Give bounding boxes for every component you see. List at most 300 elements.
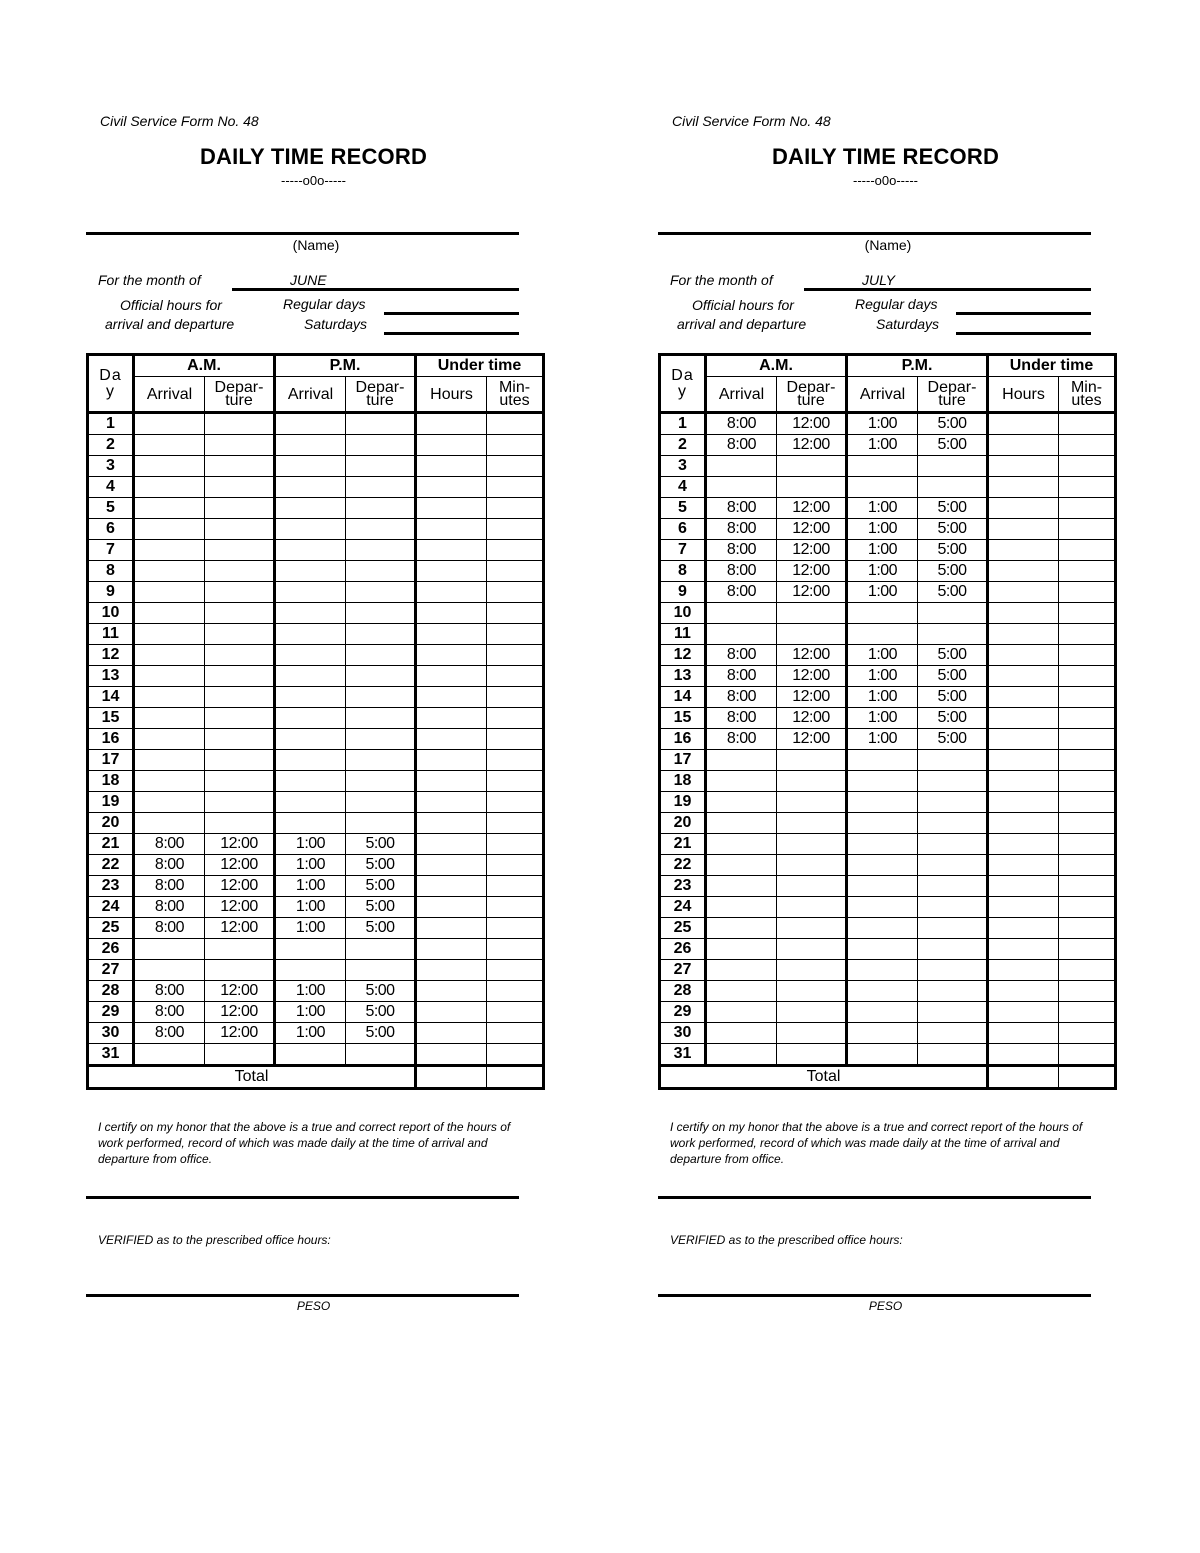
pm-departure-cell[interactable] xyxy=(346,939,416,960)
undertime-minutes-cell[interactable] xyxy=(487,708,544,729)
undertime-hours-cell[interactable] xyxy=(988,1044,1059,1066)
undertime-minutes-cell[interactable] xyxy=(487,813,544,834)
am-arrival-cell[interactable]: 8:00 xyxy=(706,519,777,540)
pm-departure-cell[interactable] xyxy=(346,519,416,540)
regular-days-field[interactable] xyxy=(956,312,1091,315)
pm-arrival-cell[interactable] xyxy=(275,813,346,834)
undertime-hours-cell[interactable] xyxy=(416,645,487,666)
undertime-hours-cell[interactable] xyxy=(988,750,1059,771)
pm-departure-cell[interactable] xyxy=(346,729,416,750)
pm-departure-cell[interactable] xyxy=(918,813,988,834)
undertime-hours-cell[interactable] xyxy=(988,939,1059,960)
pm-departure-cell[interactable]: 5:00 xyxy=(918,435,988,456)
pm-departure-cell[interactable] xyxy=(918,1002,988,1023)
pm-arrival-cell[interactable]: 1:00 xyxy=(847,645,918,666)
pm-departure-cell[interactable]: 5:00 xyxy=(918,645,988,666)
pm-arrival-cell[interactable]: 1:00 xyxy=(847,413,918,435)
undertime-hours-cell[interactable] xyxy=(416,876,487,897)
pm-arrival-cell[interactable] xyxy=(275,750,346,771)
am-arrival-cell[interactable] xyxy=(134,519,205,540)
pm-arrival-cell[interactable] xyxy=(275,771,346,792)
total-hours-cell[interactable] xyxy=(988,1066,1059,1089)
pm-departure-cell[interactable] xyxy=(918,456,988,477)
am-arrival-cell[interactable] xyxy=(706,981,777,1002)
pm-departure-cell[interactable] xyxy=(346,413,416,435)
undertime-minutes-cell[interactable] xyxy=(1059,1044,1116,1066)
am-arrival-cell[interactable] xyxy=(706,834,777,855)
undertime-minutes-cell[interactable] xyxy=(1059,456,1116,477)
pm-arrival-cell[interactable] xyxy=(275,435,346,456)
am-arrival-cell[interactable] xyxy=(134,603,205,624)
pm-arrival-cell[interactable] xyxy=(847,477,918,498)
pm-arrival-cell[interactable] xyxy=(275,687,346,708)
undertime-minutes-cell[interactable] xyxy=(487,687,544,708)
am-arrival-cell[interactable] xyxy=(706,456,777,477)
undertime-minutes-cell[interactable] xyxy=(1059,435,1116,456)
pm-arrival-cell[interactable] xyxy=(847,792,918,813)
undertime-hours-cell[interactable] xyxy=(416,477,487,498)
am-departure-cell[interactable] xyxy=(205,750,275,771)
am-arrival-cell[interactable]: 8:00 xyxy=(134,1023,205,1044)
undertime-minutes-cell[interactable] xyxy=(1059,729,1116,750)
total-hours-cell[interactable] xyxy=(416,1066,487,1089)
am-departure-cell[interactable] xyxy=(777,918,847,939)
am-arrival-cell[interactable] xyxy=(134,561,205,582)
undertime-minutes-cell[interactable] xyxy=(487,750,544,771)
saturdays-field[interactable] xyxy=(956,332,1091,335)
undertime-minutes-cell[interactable] xyxy=(487,456,544,477)
am-departure-cell[interactable] xyxy=(205,939,275,960)
am-departure-cell[interactable] xyxy=(205,477,275,498)
am-departure-cell[interactable]: 12:00 xyxy=(777,561,847,582)
pm-departure-cell[interactable] xyxy=(346,687,416,708)
total-minutes-cell[interactable] xyxy=(487,1066,544,1089)
pm-departure-cell[interactable] xyxy=(346,1044,416,1066)
am-arrival-cell[interactable] xyxy=(706,855,777,876)
undertime-minutes-cell[interactable] xyxy=(1059,540,1116,561)
pm-arrival-cell[interactable]: 1:00 xyxy=(847,435,918,456)
undertime-hours-cell[interactable] xyxy=(416,687,487,708)
undertime-hours-cell[interactable] xyxy=(416,519,487,540)
undertime-hours-cell[interactable] xyxy=(988,519,1059,540)
pm-departure-cell[interactable]: 5:00 xyxy=(918,687,988,708)
am-departure-cell[interactable] xyxy=(777,897,847,918)
am-arrival-cell[interactable] xyxy=(706,918,777,939)
am-departure-cell[interactable] xyxy=(205,771,275,792)
pm-arrival-cell[interactable] xyxy=(275,456,346,477)
pm-arrival-cell[interactable]: 1:00 xyxy=(847,498,918,519)
pm-arrival-cell[interactable]: 1:00 xyxy=(275,834,346,855)
employee-signature-line[interactable] xyxy=(658,1196,1091,1199)
pm-departure-cell[interactable] xyxy=(346,435,416,456)
am-arrival-cell[interactable] xyxy=(134,498,205,519)
undertime-hours-cell[interactable] xyxy=(988,771,1059,792)
pm-departure-cell[interactable] xyxy=(346,708,416,729)
am-arrival-cell[interactable] xyxy=(706,897,777,918)
pm-departure-cell[interactable]: 5:00 xyxy=(918,413,988,435)
pm-departure-cell[interactable] xyxy=(346,582,416,603)
undertime-minutes-cell[interactable] xyxy=(1059,855,1116,876)
pm-arrival-cell[interactable] xyxy=(847,603,918,624)
supervisor-signature-line[interactable] xyxy=(658,1294,1091,1297)
undertime-hours-cell[interactable] xyxy=(988,813,1059,834)
undertime-minutes-cell[interactable] xyxy=(487,834,544,855)
undertime-minutes-cell[interactable] xyxy=(487,561,544,582)
undertime-minutes-cell[interactable] xyxy=(487,582,544,603)
undertime-hours-cell[interactable] xyxy=(988,435,1059,456)
pm-departure-cell[interactable]: 5:00 xyxy=(346,981,416,1002)
undertime-minutes-cell[interactable] xyxy=(1059,750,1116,771)
am-departure-cell[interactable]: 12:00 xyxy=(777,435,847,456)
am-departure-cell[interactable] xyxy=(205,1044,275,1066)
pm-arrival-cell[interactable]: 1:00 xyxy=(847,708,918,729)
undertime-hours-cell[interactable] xyxy=(988,876,1059,897)
am-arrival-cell[interactable] xyxy=(706,1002,777,1023)
am-arrival-cell[interactable] xyxy=(134,582,205,603)
pm-arrival-cell[interactable]: 1:00 xyxy=(847,519,918,540)
pm-arrival-cell[interactable] xyxy=(275,519,346,540)
undertime-hours-cell[interactable] xyxy=(416,897,487,918)
pm-arrival-cell[interactable] xyxy=(847,855,918,876)
am-departure-cell[interactable] xyxy=(205,645,275,666)
undertime-hours-cell[interactable] xyxy=(416,813,487,834)
am-arrival-cell[interactable] xyxy=(134,687,205,708)
am-arrival-cell[interactable]: 8:00 xyxy=(134,834,205,855)
am-departure-cell[interactable]: 12:00 xyxy=(205,855,275,876)
undertime-hours-cell[interactable] xyxy=(988,582,1059,603)
undertime-hours-cell[interactable] xyxy=(416,1023,487,1044)
undertime-hours-cell[interactable] xyxy=(988,624,1059,645)
pm-departure-cell[interactable]: 5:00 xyxy=(346,834,416,855)
pm-arrival-cell[interactable] xyxy=(847,1044,918,1066)
undertime-minutes-cell[interactable] xyxy=(1059,1023,1116,1044)
am-departure-cell[interactable] xyxy=(205,582,275,603)
am-departure-cell[interactable] xyxy=(777,771,847,792)
am-departure-cell[interactable] xyxy=(205,960,275,981)
undertime-hours-cell[interactable] xyxy=(416,918,487,939)
undertime-minutes-cell[interactable] xyxy=(487,540,544,561)
am-arrival-cell[interactable] xyxy=(706,1023,777,1044)
am-departure-cell[interactable] xyxy=(205,435,275,456)
am-arrival-cell[interactable] xyxy=(134,792,205,813)
am-departure-cell[interactable] xyxy=(777,834,847,855)
pm-arrival-cell[interactable] xyxy=(275,729,346,750)
pm-arrival-cell[interactable] xyxy=(847,456,918,477)
am-arrival-cell[interactable]: 8:00 xyxy=(706,582,777,603)
undertime-hours-cell[interactable] xyxy=(988,456,1059,477)
pm-arrival-cell[interactable] xyxy=(847,897,918,918)
name-signature-line[interactable] xyxy=(658,232,1091,235)
undertime-minutes-cell[interactable] xyxy=(1059,666,1116,687)
am-departure-cell[interactable] xyxy=(777,1002,847,1023)
am-departure-cell[interactable] xyxy=(205,687,275,708)
am-departure-cell[interactable]: 12:00 xyxy=(777,708,847,729)
undertime-minutes-cell[interactable] xyxy=(487,624,544,645)
pm-arrival-cell[interactable]: 1:00 xyxy=(275,918,346,939)
pm-arrival-cell[interactable] xyxy=(275,1044,346,1066)
pm-departure-cell[interactable] xyxy=(918,855,988,876)
undertime-minutes-cell[interactable] xyxy=(1059,960,1116,981)
am-arrival-cell[interactable]: 8:00 xyxy=(706,498,777,519)
undertime-minutes-cell[interactable] xyxy=(487,645,544,666)
undertime-hours-cell[interactable] xyxy=(416,456,487,477)
total-minutes-cell[interactable] xyxy=(1059,1066,1116,1089)
am-departure-cell[interactable]: 12:00 xyxy=(777,498,847,519)
am-arrival-cell[interactable] xyxy=(134,813,205,834)
undertime-minutes-cell[interactable] xyxy=(487,498,544,519)
undertime-minutes-cell[interactable] xyxy=(487,477,544,498)
pm-departure-cell[interactable] xyxy=(346,477,416,498)
employee-signature-line[interactable] xyxy=(86,1196,519,1199)
regular-days-field[interactable] xyxy=(384,312,519,315)
am-arrival-cell[interactable] xyxy=(134,645,205,666)
undertime-hours-cell[interactable] xyxy=(416,981,487,1002)
pm-arrival-cell[interactable] xyxy=(275,939,346,960)
supervisor-signature-line[interactable] xyxy=(86,1294,519,1297)
pm-arrival-cell[interactable] xyxy=(275,582,346,603)
undertime-minutes-cell[interactable] xyxy=(1059,981,1116,1002)
am-departure-cell[interactable] xyxy=(205,624,275,645)
am-departure-cell[interactable]: 12:00 xyxy=(205,981,275,1002)
am-arrival-cell[interactable]: 8:00 xyxy=(706,687,777,708)
am-departure-cell[interactable] xyxy=(777,477,847,498)
am-arrival-cell[interactable]: 8:00 xyxy=(706,666,777,687)
pm-arrival-cell[interactable]: 1:00 xyxy=(275,897,346,918)
undertime-minutes-cell[interactable] xyxy=(1059,918,1116,939)
am-departure-cell[interactable]: 12:00 xyxy=(777,582,847,603)
pm-arrival-cell[interactable] xyxy=(847,834,918,855)
undertime-hours-cell[interactable] xyxy=(416,561,487,582)
pm-arrival-cell[interactable]: 1:00 xyxy=(275,876,346,897)
am-departure-cell[interactable] xyxy=(205,413,275,435)
am-departure-cell[interactable]: 12:00 xyxy=(205,918,275,939)
am-arrival-cell[interactable] xyxy=(706,939,777,960)
am-departure-cell[interactable] xyxy=(777,813,847,834)
pm-departure-cell[interactable] xyxy=(346,750,416,771)
undertime-hours-cell[interactable] xyxy=(988,413,1059,435)
undertime-minutes-cell[interactable] xyxy=(487,1023,544,1044)
saturdays-field[interactable] xyxy=(384,332,519,335)
am-departure-cell[interactable] xyxy=(777,981,847,1002)
pm-departure-cell[interactable] xyxy=(918,1044,988,1066)
am-arrival-cell[interactable]: 8:00 xyxy=(706,729,777,750)
am-arrival-cell[interactable] xyxy=(134,540,205,561)
undertime-hours-cell[interactable] xyxy=(416,603,487,624)
pm-arrival-cell[interactable]: 1:00 xyxy=(275,1002,346,1023)
undertime-minutes-cell[interactable] xyxy=(1059,603,1116,624)
pm-departure-cell[interactable] xyxy=(918,624,988,645)
am-departure-cell[interactable] xyxy=(205,666,275,687)
pm-departure-cell[interactable] xyxy=(918,771,988,792)
undertime-hours-cell[interactable] xyxy=(988,918,1059,939)
undertime-minutes-cell[interactable] xyxy=(487,666,544,687)
am-departure-cell[interactable]: 12:00 xyxy=(777,645,847,666)
pm-departure-cell[interactable]: 5:00 xyxy=(918,729,988,750)
pm-departure-cell[interactable] xyxy=(918,918,988,939)
pm-departure-cell[interactable]: 5:00 xyxy=(346,855,416,876)
pm-arrival-cell[interactable]: 1:00 xyxy=(847,687,918,708)
undertime-minutes-cell[interactable] xyxy=(487,960,544,981)
pm-departure-cell[interactable] xyxy=(346,792,416,813)
pm-departure-cell[interactable]: 5:00 xyxy=(346,876,416,897)
am-arrival-cell[interactable] xyxy=(134,1044,205,1066)
undertime-hours-cell[interactable] xyxy=(416,1002,487,1023)
undertime-minutes-cell[interactable] xyxy=(487,519,544,540)
am-arrival-cell[interactable]: 8:00 xyxy=(134,855,205,876)
undertime-minutes-cell[interactable] xyxy=(1059,876,1116,897)
pm-arrival-cell[interactable] xyxy=(275,561,346,582)
am-departure-cell[interactable] xyxy=(777,603,847,624)
pm-arrival-cell[interactable] xyxy=(847,624,918,645)
undertime-hours-cell[interactable] xyxy=(988,561,1059,582)
pm-arrival-cell[interactable] xyxy=(847,750,918,771)
am-departure-cell[interactable] xyxy=(205,603,275,624)
pm-departure-cell[interactable] xyxy=(918,750,988,771)
pm-arrival-cell[interactable] xyxy=(847,960,918,981)
pm-arrival-cell[interactable] xyxy=(847,1002,918,1023)
undertime-minutes-cell[interactable] xyxy=(487,897,544,918)
am-departure-cell[interactable] xyxy=(205,519,275,540)
am-arrival-cell[interactable] xyxy=(706,1044,777,1066)
am-arrival-cell[interactable] xyxy=(134,456,205,477)
undertime-minutes-cell[interactable] xyxy=(487,981,544,1002)
am-arrival-cell[interactable] xyxy=(134,708,205,729)
am-departure-cell[interactable] xyxy=(777,1023,847,1044)
undertime-minutes-cell[interactable] xyxy=(1059,477,1116,498)
pm-arrival-cell[interactable]: 1:00 xyxy=(275,855,346,876)
am-departure-cell[interactable] xyxy=(777,1044,847,1066)
undertime-minutes-cell[interactable] xyxy=(487,435,544,456)
undertime-hours-cell[interactable] xyxy=(988,1023,1059,1044)
undertime-hours-cell[interactable] xyxy=(988,1002,1059,1023)
am-arrival-cell[interactable]: 8:00 xyxy=(706,413,777,435)
pm-arrival-cell[interactable] xyxy=(275,792,346,813)
am-departure-cell[interactable]: 12:00 xyxy=(205,897,275,918)
undertime-hours-cell[interactable] xyxy=(416,540,487,561)
am-departure-cell[interactable]: 12:00 xyxy=(205,1002,275,1023)
pm-arrival-cell[interactable]: 1:00 xyxy=(847,729,918,750)
pm-departure-cell[interactable] xyxy=(346,645,416,666)
undertime-hours-cell[interactable] xyxy=(988,540,1059,561)
pm-arrival-cell[interactable] xyxy=(847,981,918,1002)
undertime-hours-cell[interactable] xyxy=(416,666,487,687)
am-departure-cell[interactable] xyxy=(205,729,275,750)
am-arrival-cell[interactable]: 8:00 xyxy=(134,876,205,897)
am-arrival-cell[interactable] xyxy=(706,603,777,624)
undertime-hours-cell[interactable] xyxy=(988,645,1059,666)
pm-arrival-cell[interactable]: 1:00 xyxy=(847,540,918,561)
am-arrival-cell[interactable]: 8:00 xyxy=(134,1002,205,1023)
undertime-minutes-cell[interactable] xyxy=(1059,834,1116,855)
undertime-hours-cell[interactable] xyxy=(416,792,487,813)
pm-departure-cell[interactable] xyxy=(918,834,988,855)
pm-departure-cell[interactable]: 5:00 xyxy=(918,708,988,729)
am-arrival-cell[interactable] xyxy=(134,960,205,981)
am-arrival-cell[interactable]: 8:00 xyxy=(134,897,205,918)
undertime-minutes-cell[interactable] xyxy=(487,1002,544,1023)
pm-departure-cell[interactable] xyxy=(346,603,416,624)
am-arrival-cell[interactable] xyxy=(706,477,777,498)
pm-departure-cell[interactable]: 5:00 xyxy=(346,897,416,918)
am-arrival-cell[interactable]: 8:00 xyxy=(134,918,205,939)
am-departure-cell[interactable] xyxy=(205,792,275,813)
pm-departure-cell[interactable] xyxy=(346,540,416,561)
am-departure-cell[interactable] xyxy=(205,813,275,834)
undertime-minutes-cell[interactable] xyxy=(487,413,544,435)
pm-departure-cell[interactable] xyxy=(918,603,988,624)
pm-departure-cell[interactable]: 5:00 xyxy=(918,498,988,519)
pm-departure-cell[interactable]: 5:00 xyxy=(346,1002,416,1023)
undertime-hours-cell[interactable] xyxy=(988,792,1059,813)
undertime-minutes-cell[interactable] xyxy=(1059,1002,1116,1023)
am-arrival-cell[interactable]: 8:00 xyxy=(706,435,777,456)
pm-departure-cell[interactable]: 5:00 xyxy=(346,918,416,939)
am-arrival-cell[interactable] xyxy=(134,413,205,435)
pm-arrival-cell[interactable] xyxy=(275,498,346,519)
undertime-minutes-cell[interactable] xyxy=(1059,645,1116,666)
undertime-hours-cell[interactable] xyxy=(416,582,487,603)
undertime-minutes-cell[interactable] xyxy=(487,918,544,939)
undertime-minutes-cell[interactable] xyxy=(1059,413,1116,435)
undertime-hours-cell[interactable] xyxy=(988,960,1059,981)
undertime-minutes-cell[interactable] xyxy=(487,939,544,960)
undertime-minutes-cell[interactable] xyxy=(1059,813,1116,834)
am-departure-cell[interactable] xyxy=(777,876,847,897)
am-departure-cell[interactable]: 12:00 xyxy=(205,876,275,897)
pm-arrival-cell[interactable] xyxy=(275,624,346,645)
am-departure-cell[interactable]: 12:00 xyxy=(777,687,847,708)
undertime-minutes-cell[interactable] xyxy=(487,876,544,897)
undertime-minutes-cell[interactable] xyxy=(1059,771,1116,792)
pm-arrival-cell[interactable] xyxy=(847,918,918,939)
pm-departure-cell[interactable]: 5:00 xyxy=(918,519,988,540)
pm-arrival-cell[interactable] xyxy=(275,477,346,498)
undertime-hours-cell[interactable] xyxy=(988,666,1059,687)
pm-departure-cell[interactable] xyxy=(918,477,988,498)
am-departure-cell[interactable]: 12:00 xyxy=(777,519,847,540)
am-departure-cell[interactable]: 12:00 xyxy=(205,1023,275,1044)
pm-departure-cell[interactable] xyxy=(346,624,416,645)
undertime-hours-cell[interactable] xyxy=(416,498,487,519)
pm-departure-cell[interactable] xyxy=(918,897,988,918)
am-arrival-cell[interactable]: 8:00 xyxy=(706,540,777,561)
undertime-hours-cell[interactable] xyxy=(988,498,1059,519)
undertime-hours-cell[interactable] xyxy=(416,435,487,456)
undertime-minutes-cell[interactable] xyxy=(487,603,544,624)
pm-arrival-cell[interactable]: 1:00 xyxy=(847,561,918,582)
pm-departure-cell[interactable] xyxy=(918,960,988,981)
undertime-hours-cell[interactable] xyxy=(416,771,487,792)
undertime-minutes-cell[interactable] xyxy=(1059,519,1116,540)
pm-arrival-cell[interactable]: 1:00 xyxy=(847,582,918,603)
undertime-minutes-cell[interactable] xyxy=(1059,708,1116,729)
pm-departure-cell[interactable] xyxy=(346,561,416,582)
undertime-minutes-cell[interactable] xyxy=(487,771,544,792)
undertime-hours-cell[interactable] xyxy=(416,834,487,855)
am-arrival-cell[interactable] xyxy=(706,813,777,834)
undertime-hours-cell[interactable] xyxy=(988,708,1059,729)
pm-arrival-cell[interactable] xyxy=(847,771,918,792)
undertime-minutes-cell[interactable] xyxy=(487,855,544,876)
pm-departure-cell[interactable] xyxy=(346,666,416,687)
undertime-hours-cell[interactable] xyxy=(416,729,487,750)
pm-departure-cell[interactable]: 5:00 xyxy=(346,1023,416,1044)
undertime-hours-cell[interactable] xyxy=(416,708,487,729)
undertime-minutes-cell[interactable] xyxy=(1059,687,1116,708)
am-departure-cell[interactable] xyxy=(777,750,847,771)
undertime-minutes-cell[interactable] xyxy=(1059,498,1116,519)
am-arrival-cell[interactable]: 8:00 xyxy=(706,645,777,666)
